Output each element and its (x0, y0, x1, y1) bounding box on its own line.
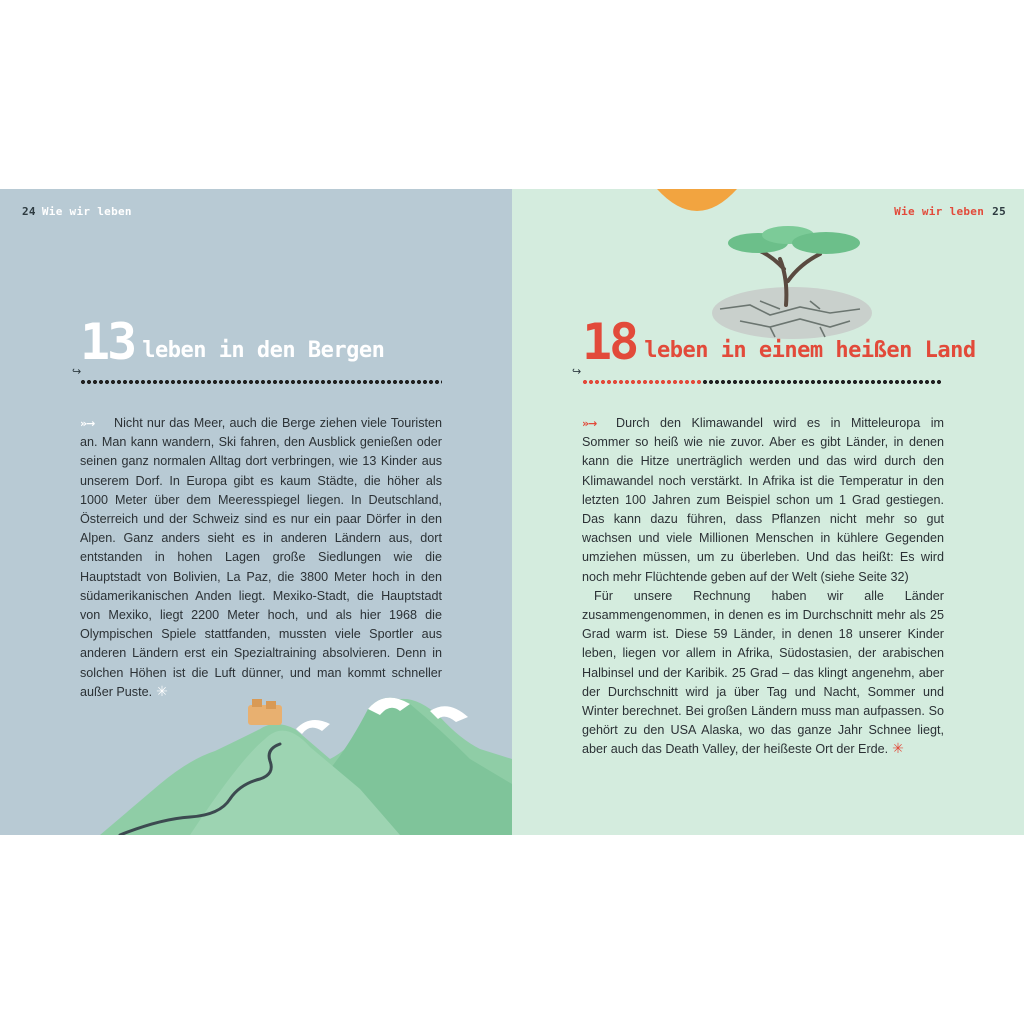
left-heading (80, 313, 385, 371)
right-running-head (894, 205, 1006, 218)
left-arrow-icon: »→ (80, 417, 95, 430)
mountains-illustration (100, 689, 512, 835)
right-heading (582, 313, 976, 371)
right-page (512, 189, 1024, 835)
left-paragraph-1: Nicht nur das Meer, auch die Berge ziehen viele Touristen an. Man kann wandern, Ski fahren, den Ausblick genießen oder seinen ganz normalen Alltag dort verbringen, wie 13 Kinder aus unserem Dorf. In Europa gibt es kaum Städte, die höher als 1000 Meter über dem Meeresspiegel liegen. In Deutschland, Österreich und der Schweiz sind es nur ein paar Dörfer in den Alpen. Ganz anders sieht es in anderen Ländern aus, dort entstanden in hohen Lagen große Siedlungen wie die Hauptstadt von Bolivien, La Paz, die 3800 Meter hoch in den südamerikanischen Anden liegt. Mexiko-Stadt, die Hauptstadt von Mexiko, liegt 2200 Meter hoch, und als hier 1968 die Olympischen Spiele stattfanden, mussten viele Sportler aus anderen Ländern erst ein Spezialtraining absolvieren. Denn in solchen Höhen ist die Luft dünner, und man kommt schneller außer Puste. (80, 416, 442, 699)
right-dotted-rule-red (582, 379, 702, 385)
book-spread (0, 189, 1024, 835)
left-dotted-rule (80, 379, 442, 385)
right-paragraph-2: Für unsere Rechnung haben wir alle Länder zusammengenommen, in denen es im Durchschnitt mehr als 25 Grad warm ist. Diese 59 Länder, in denen 18 unserer Kinder leben, liegen vor allem in Afrika, Südostasien, der arabischen Halbinsel und der Karibik. 25 Grad – das klingt angenehm, aber der Durchschnitt wird ja über Tag und Nacht, Sommer und Winter berechnet. Bei großen Ländern muss man aufpassen. So gehört zu den USA Alaska, wo das ganze Jahr Schnee liegt, aber auch das Death Valley, der heißeste Ort der Erde. (582, 588, 944, 757)
right-heading-text: leben in einem heißen Land (644, 338, 976, 363)
right-end-mark-icon: ✳ (892, 741, 904, 758)
right-page-number: 25 (992, 205, 1006, 218)
left-page-number: 24 (22, 205, 36, 218)
right-dotted-rule-black (702, 379, 942, 385)
right-arrow-icon: »→ (582, 417, 597, 430)
left-heading-text: leben in den Bergen (142, 338, 385, 363)
right-heading-number: 18 (582, 313, 637, 371)
left-running-head-text: Wie wir leben (41, 205, 132, 218)
left-running-head (22, 205, 132, 218)
right-body-text (582, 414, 944, 760)
left-tick-mark: ↪ (72, 365, 82, 378)
right-running-head-text: Wie wir leben (894, 205, 985, 218)
right-tick-mark: ↪ (572, 365, 582, 378)
left-body-text (80, 414, 442, 702)
left-heading-number: 13 (80, 313, 135, 371)
right-paragraph-1: Durch den Klimawandel wird es in Mitteleuropa im Sommer so heiß wie nie zuvor. Aber es gibt Länder, in denen kann die Hitze unerträglich werden und das wird durch den Klimawandel noch verstärkt. In Afrika ist die Temperatur in den letzten 100 Jahren zum Beispiel schon um 1 Grad gestiegen. Das kann dazu führen, dass Pflanzen nicht mehr so gut wachsen und viele Millionen Menschen in kühlere Gegenden umziehen müssen, um zu überleben. Und das heißt: Es wird noch mehr Flüchtende geben auf der Welt (siehe Seite 32) (582, 416, 944, 584)
left-end-mark-icon: ✳ (156, 683, 168, 700)
left-page (0, 189, 512, 835)
